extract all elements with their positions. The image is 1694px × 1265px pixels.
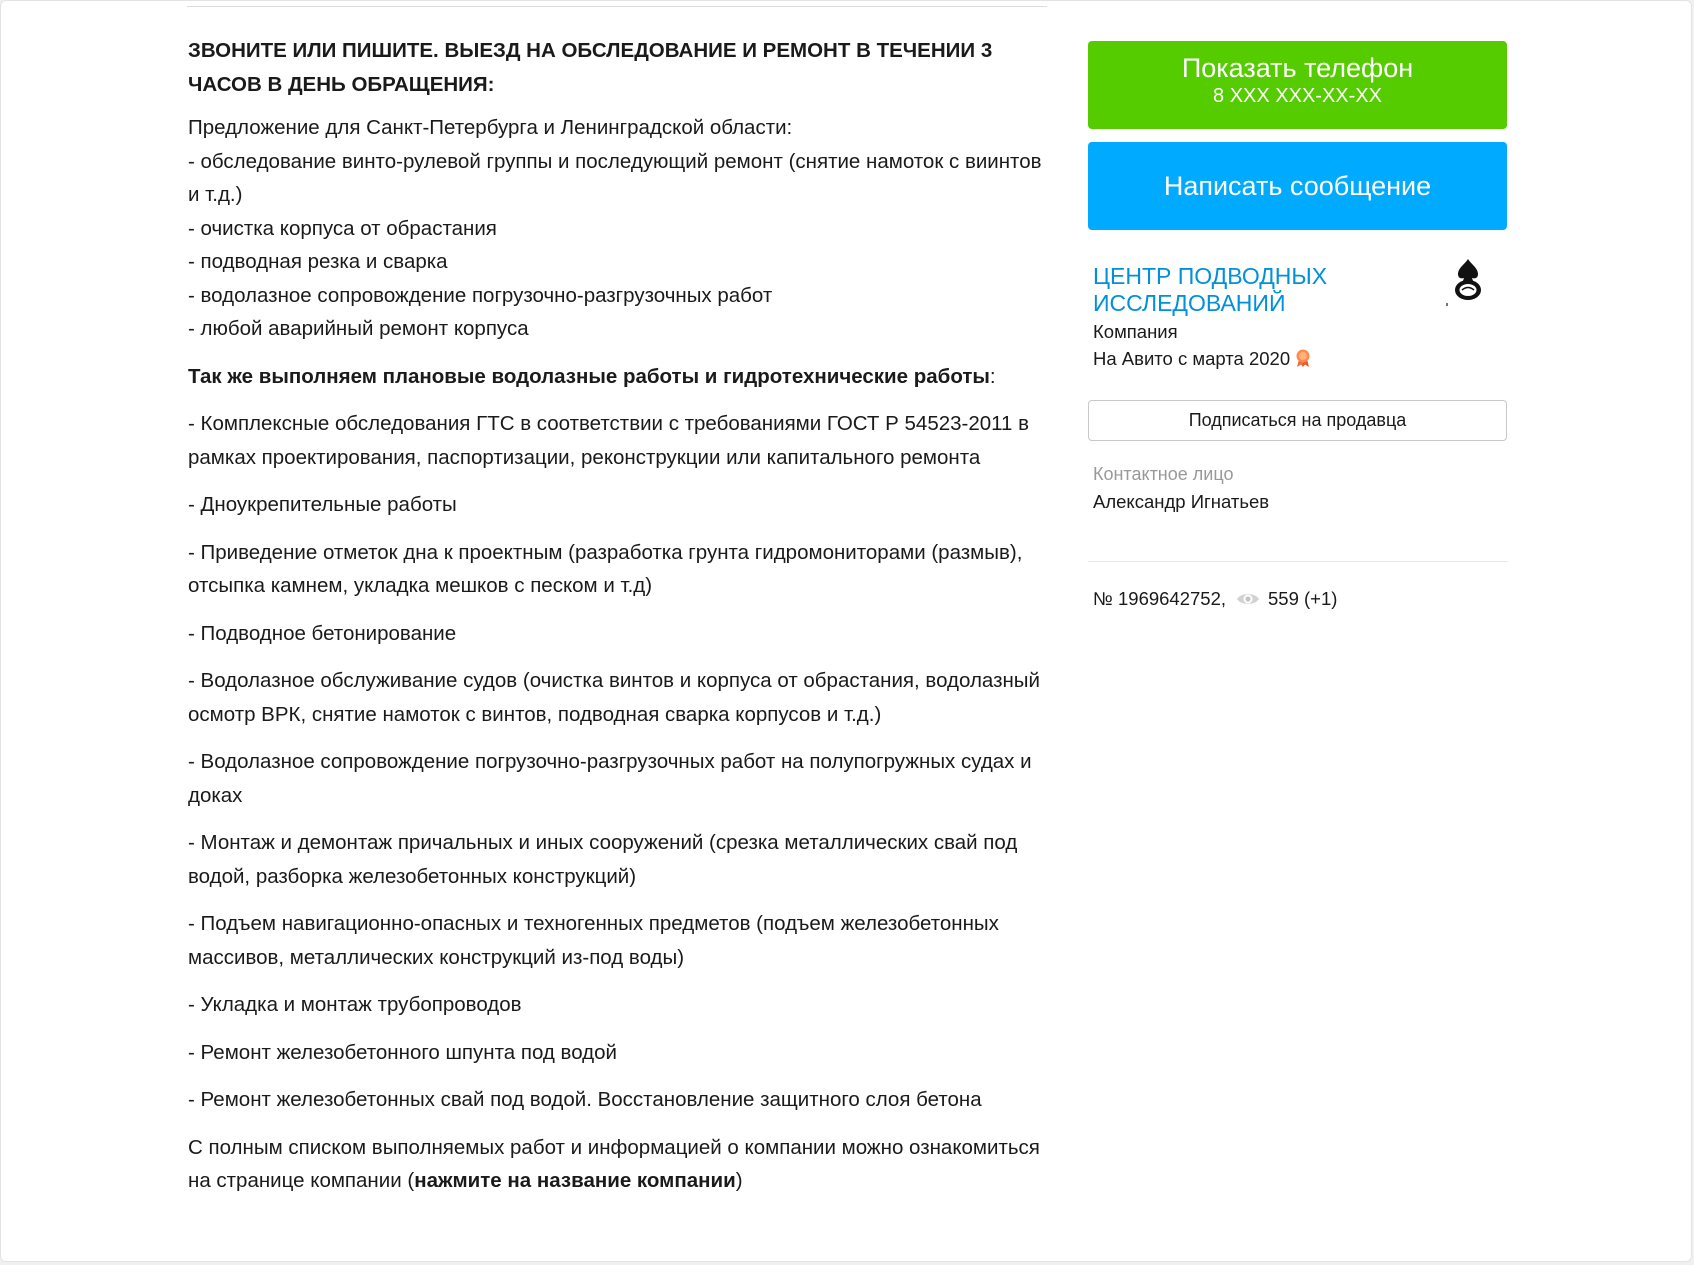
service-item: - Укладка и монтаж трубопроводов (188, 993, 522, 1016)
planned-works-heading (188, 360, 1058, 394)
diver-logo-icon[interactable] (1438, 257, 1498, 317)
service-item: - Приведение отметок дна к проектным (разработка грунта гидромониторами (размыв), отсыпка камнем, укладка мешков с песком и т.д) (188, 540, 1023, 597)
seller-name-link[interactable]: ЦЕНТР ПОДВОДНЫХ ИССЛЕДОВАНИЙ (1093, 263, 1328, 316)
phone-number-mask: 8 XXX XXX-XX-XX (1213, 85, 1382, 107)
service-item: - Подъем навигационно-опасных и техногенных предметов (подъем железобетонных массивов, металлических конструкций из-под воды) (188, 912, 999, 969)
sidebar (1088, 41, 1507, 610)
show-phone-label: Показать телефон (1181, 53, 1414, 83)
views-count: 559 (+1) (1268, 588, 1338, 609)
seller-since-text: На Авито с марта 2020 (1093, 348, 1291, 369)
sidebar-divider (1088, 561, 1507, 562)
top-divider (187, 6, 1047, 7)
intro-line: - водолазное сопровождение погрузочно-разгрузочных работ (188, 283, 773, 307)
show-phone-button[interactable] (1088, 41, 1507, 129)
description-footer (188, 1131, 1058, 1198)
write-message-button[interactable]: Написать сообщение (1088, 142, 1507, 230)
subscribe-seller-button[interactable]: Подписаться на продавца (1088, 400, 1507, 441)
service-item: - Дноукрепительные работы (188, 493, 457, 516)
ad-meta (1093, 588, 1507, 610)
service-item: - Водолазное обслуживание судов (очистка винтов и корпуса от обрастания, водолазный осмотр ВРК, снятие намоток с винтов, подводная сварка корпусов и т.д.) (188, 669, 1040, 726)
planned-works-colon: : (989, 364, 996, 388)
intro-line: - любой аварийный ремонт корпуса (188, 317, 529, 340)
description (188, 34, 1058, 1212)
service-item: - Комплексные обследования ГТС в соответствии с требованиями ГОСТ Р 54523-2011 в рамках проектирования, паспортизации, реконструкции или капитального ремонта (188, 412, 1030, 469)
description-heading: ЗВОНИТЕ ИЛИ ПИШИТЕ. ВЫЕЗД НА ОБСЛЕДОВАНИЕ И РЕМОНТ В ТЕЧЕНИИ 3 ЧАСОВ В ДЕНЬ ОБРАЩЕНИЯ: (188, 39, 993, 96)
service-item: - Ремонт железобетонных свай под водой. Восстановление защитного слоя бетона (188, 1088, 982, 1111)
contact-person-name: Александр Игнатьев (1093, 491, 1270, 512)
intro-block (188, 111, 1058, 346)
footer-bold: нажмите на название компании (414, 1169, 736, 1192)
seller-info (1088, 263, 1507, 373)
service-item: - Ремонт железобетонного шпунта под водой (188, 1040, 617, 1064)
footer-end: ) (735, 1169, 743, 1192)
seller-type: Компания (1093, 321, 1178, 342)
service-item: - Монтаж и демонтаж причальных и иных сооружений (срезка металлических свай под водой, разборка железобетонных конструкций) (188, 831, 1018, 888)
intro-line: - обследование винто-рулевой группы и последующий ремонт (снятие намоток с виинтов и т.д.) (188, 149, 1042, 206)
award-badge-icon (1294, 348, 1312, 368)
contact-person-label: Контактное лицо (1093, 464, 1234, 484)
service-item: - Подводное бетонирование (188, 621, 457, 645)
eye-icon (1236, 591, 1260, 607)
service-item: - Водолазное сопровождение погрузочно-разгрузочных работ на полупогружных судах и доках (188, 750, 1032, 807)
footer-text: С полным списком выполняемых работ и информацией о компании можно ознакомиться на странице компании ( (188, 1135, 1040, 1192)
ad-number: № 1969642752, (1093, 588, 1227, 609)
intro-line: - очистка корпуса от обрастания (188, 216, 497, 240)
intro-line: - подводная резка и сварка (188, 250, 448, 273)
seller-since (1093, 348, 1312, 370)
intro-line: Предложение для Санкт-Петербурга и Ленинградской области: (188, 116, 793, 139)
planned-works-bold: Так же выполняем плановые водолазные работы и гидротехнические работы (188, 364, 990, 388)
